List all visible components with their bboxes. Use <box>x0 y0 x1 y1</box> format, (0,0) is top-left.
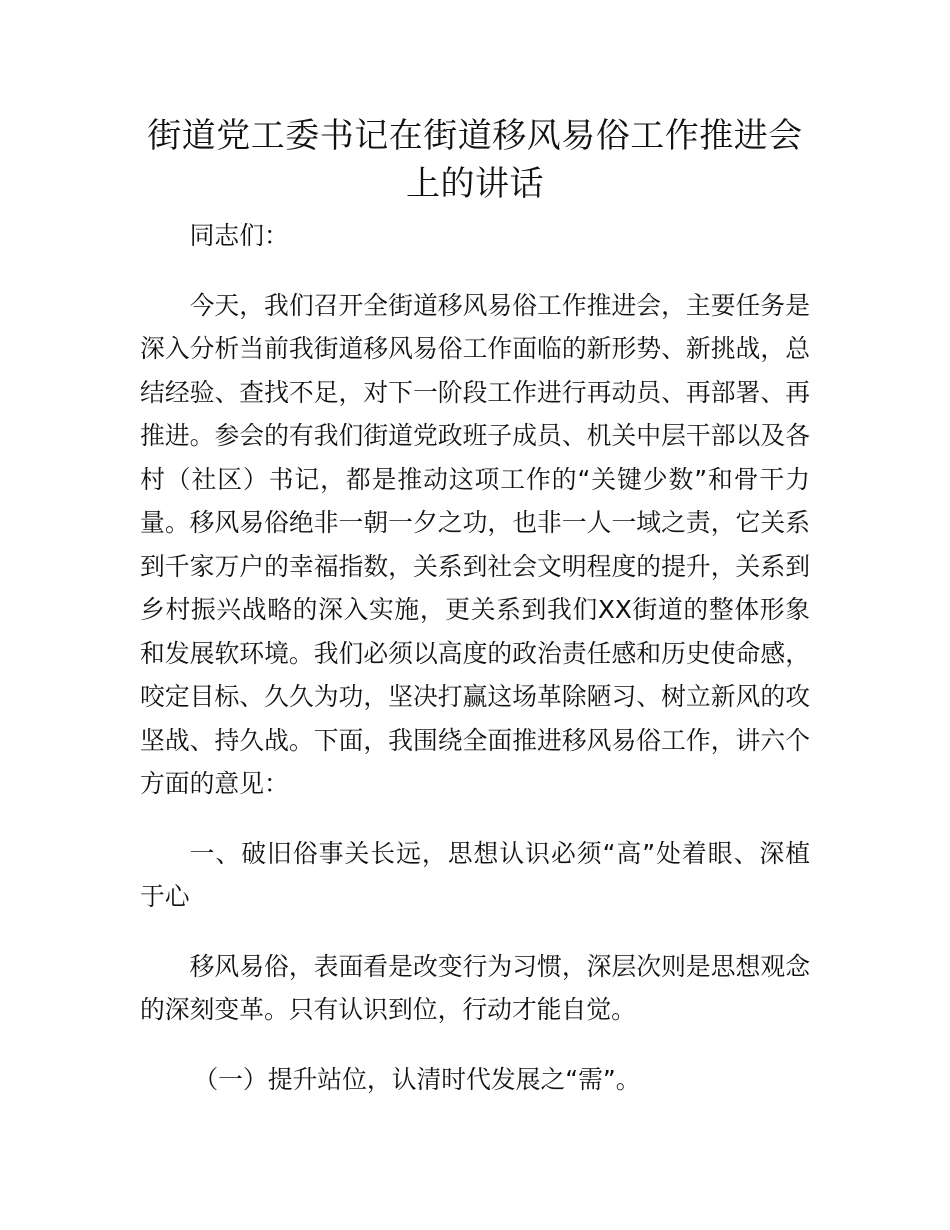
subsection-heading-1: （一）提升站位，认清时代发展之“需”。 <box>193 1064 641 1094</box>
document-title: 街道党工委书记在街道移风易俗工作推进会上的讲话 <box>147 116 803 204</box>
salutation: 同志们： <box>189 221 289 250</box>
document-body <box>140 214 810 1101</box>
section-heading-1: 一、破旧俗事关长远，思想认识必须“高”处着眼、深植于心 <box>140 838 810 911</box>
paragraph-intro: 今天，我们召开全街道移风易俗工作推进会，主要任务是深入分析当前我街道移风易俗工作面临的新形势、新挑战，总结经验、查找不足，对下一阶段工作进行再动员、再部署、再推进。参会的有我们街道党政班子成员、机关中层干部以及各村（社区）书记，都是推动这项工作的“关键少数”和骨干力量。移风易俗绝非一朝一夕之功，也非一人一域之责，它关系到千家万户的幸福指数，关系到社会文明程度的提升，关系到乡村振兴战略的深入实施，更关系到我们XX街道的整体形象和发展软环境。我们必须以高度的政治责任感和历史使命感，咬定目标、久久为功，坚决打赢这场革除陋习、树立新风的攻坚战、持久战。下面，我围绕全面推进移风易俗工作，讲六个方面的意见： <box>140 290 810 798</box>
paragraph-section-1: 移风易俗，表面看是改变行为习惯，深层次则是思想观念的深刻变革。只有认识到位，行动才能自觉。 <box>140 951 810 1024</box>
